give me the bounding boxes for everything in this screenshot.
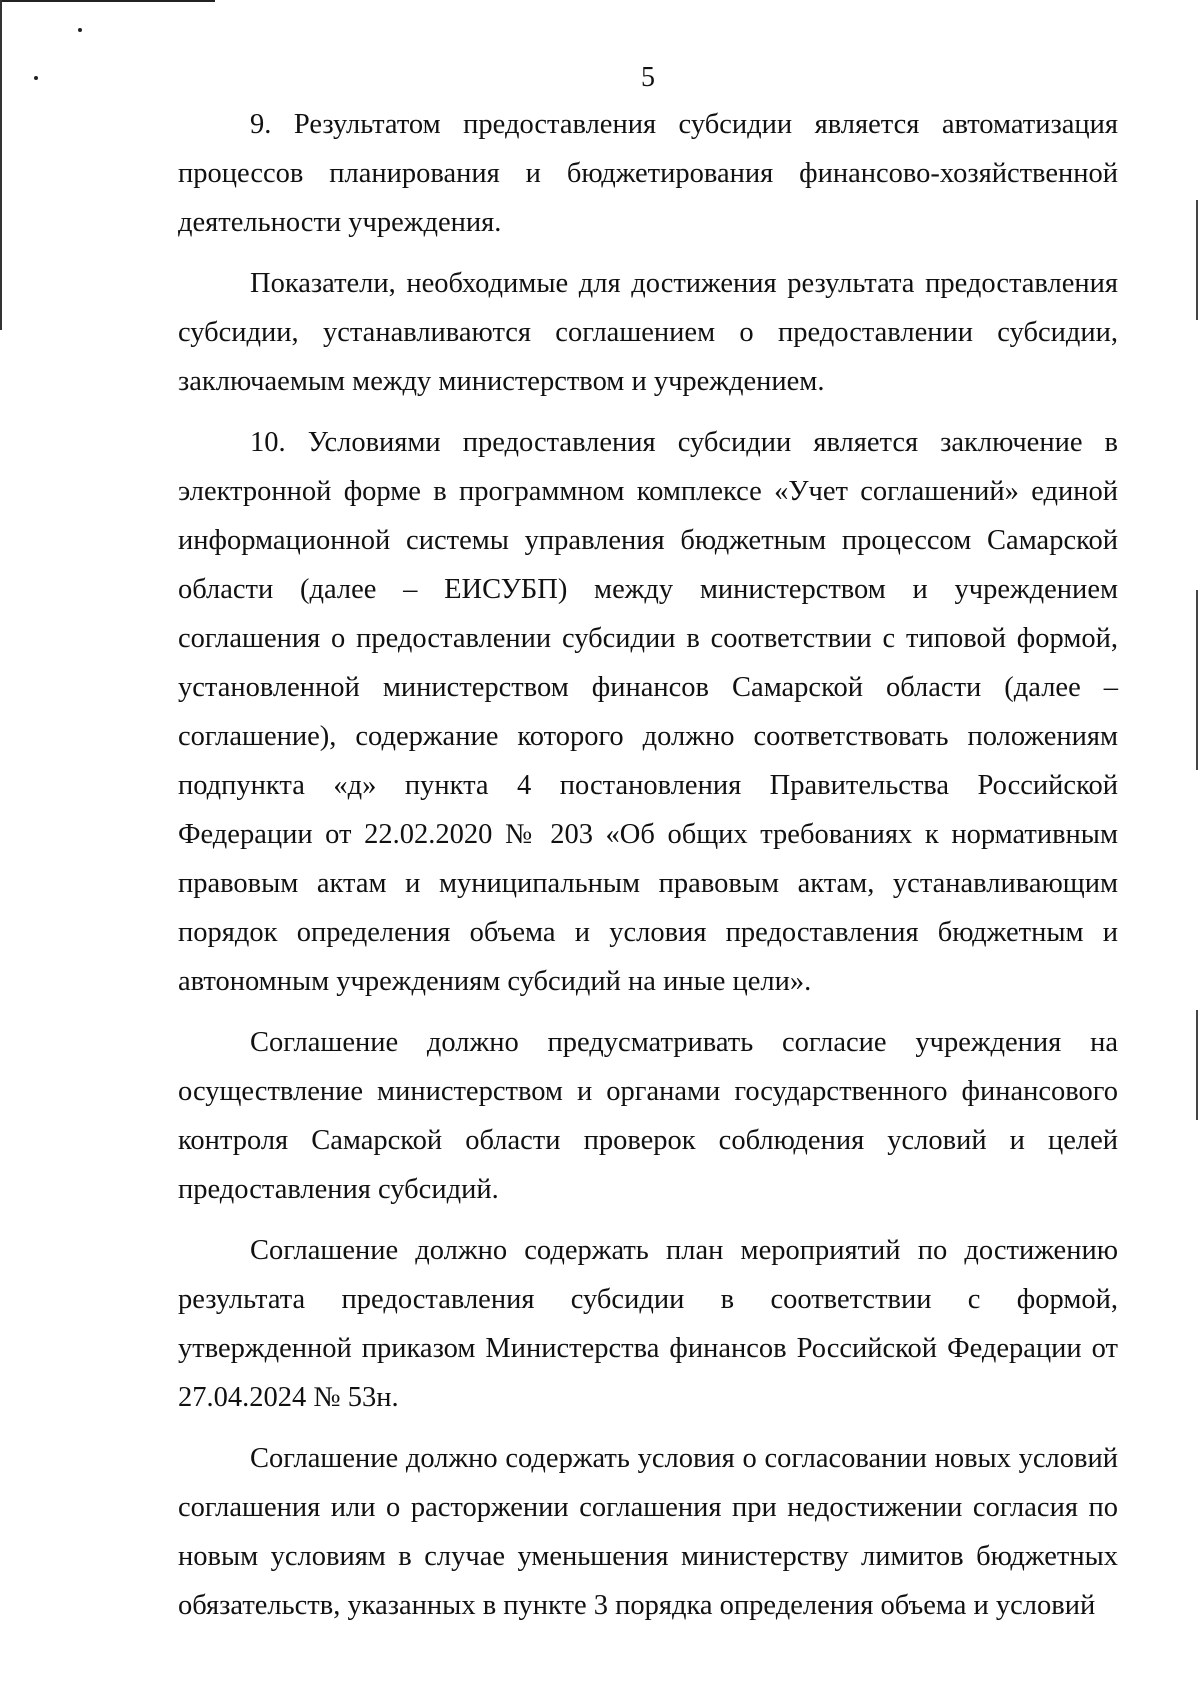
scan-edge-top	[0, 0, 215, 2]
document-body	[178, 100, 1118, 1631]
scan-mark-right	[1196, 590, 1198, 770]
scan-edge-left	[0, 0, 2, 330]
paragraph-indicators: Показатели, необходимые для достижения результата предоставления субсидии, устанавливаются соглашением о предоставлении субсидии, заключаемым между министерством и учреждением.	[178, 268, 1118, 397]
paragraph-agreement-consent: Соглашение должно предусматривать согласие учреждения на осуществление министерством и органами государственного финансового контроля Самарской области проверок соблюдения условий и целей предоставления субсидий.	[178, 1027, 1118, 1205]
scan-mark-right	[1196, 1010, 1198, 1120]
scan-speck	[78, 28, 82, 32]
scan-mark-right	[1196, 200, 1198, 320]
paragraph-agreement-conditions: Соглашение должно содержать условия о согласовании новых условий соглашения или о расторжении соглашения при недостижении согласия по новым условиям в случае уменьшения министерству лимитов бюджетных обязательств, указанных в пункте 3 порядка определения объема и условий	[178, 1443, 1118, 1621]
paragraph-10: 10. Условиями предоставления субсидии является заключение в электронной форме в программном комплексе «Учет соглашений» единой информационной системы управления бюджетным процессом Самарской области (далее – ЕИСУБП) между министерством и учреждением соглашения о предоставлении субсидии в соответствии с типовой формой, установленной министерством финансов Самарской области (далее – соглашение), содержание которого должно соответствовать положениям подпункта «д» пункта 4 постановления Правительства Российской Федерации от 22.02.2020 № 203 «Об общих требованиях к нормативным правовым актам и муниципальным правовым актам, устанавливающим порядок определения объема и условия предоставления бюджетным и автономным учреждениям субсидий на иные цели».	[178, 427, 1118, 997]
paragraph-agreement-plan: Соглашение должно содержать план мероприятий по достижению результата предоставления субсидии в соответствии с формой, утвержденной приказом Министерства финансов Российской Федерации от 27.04.2024 № 53н.	[178, 1235, 1118, 1413]
page-number: 5	[641, 62, 655, 93]
paragraph-9: 9. Результатом предоставления субсидии является автоматизация процессов планирования и бюджетирования финансово-хозяйственной деятельности учреждения.	[178, 109, 1118, 238]
